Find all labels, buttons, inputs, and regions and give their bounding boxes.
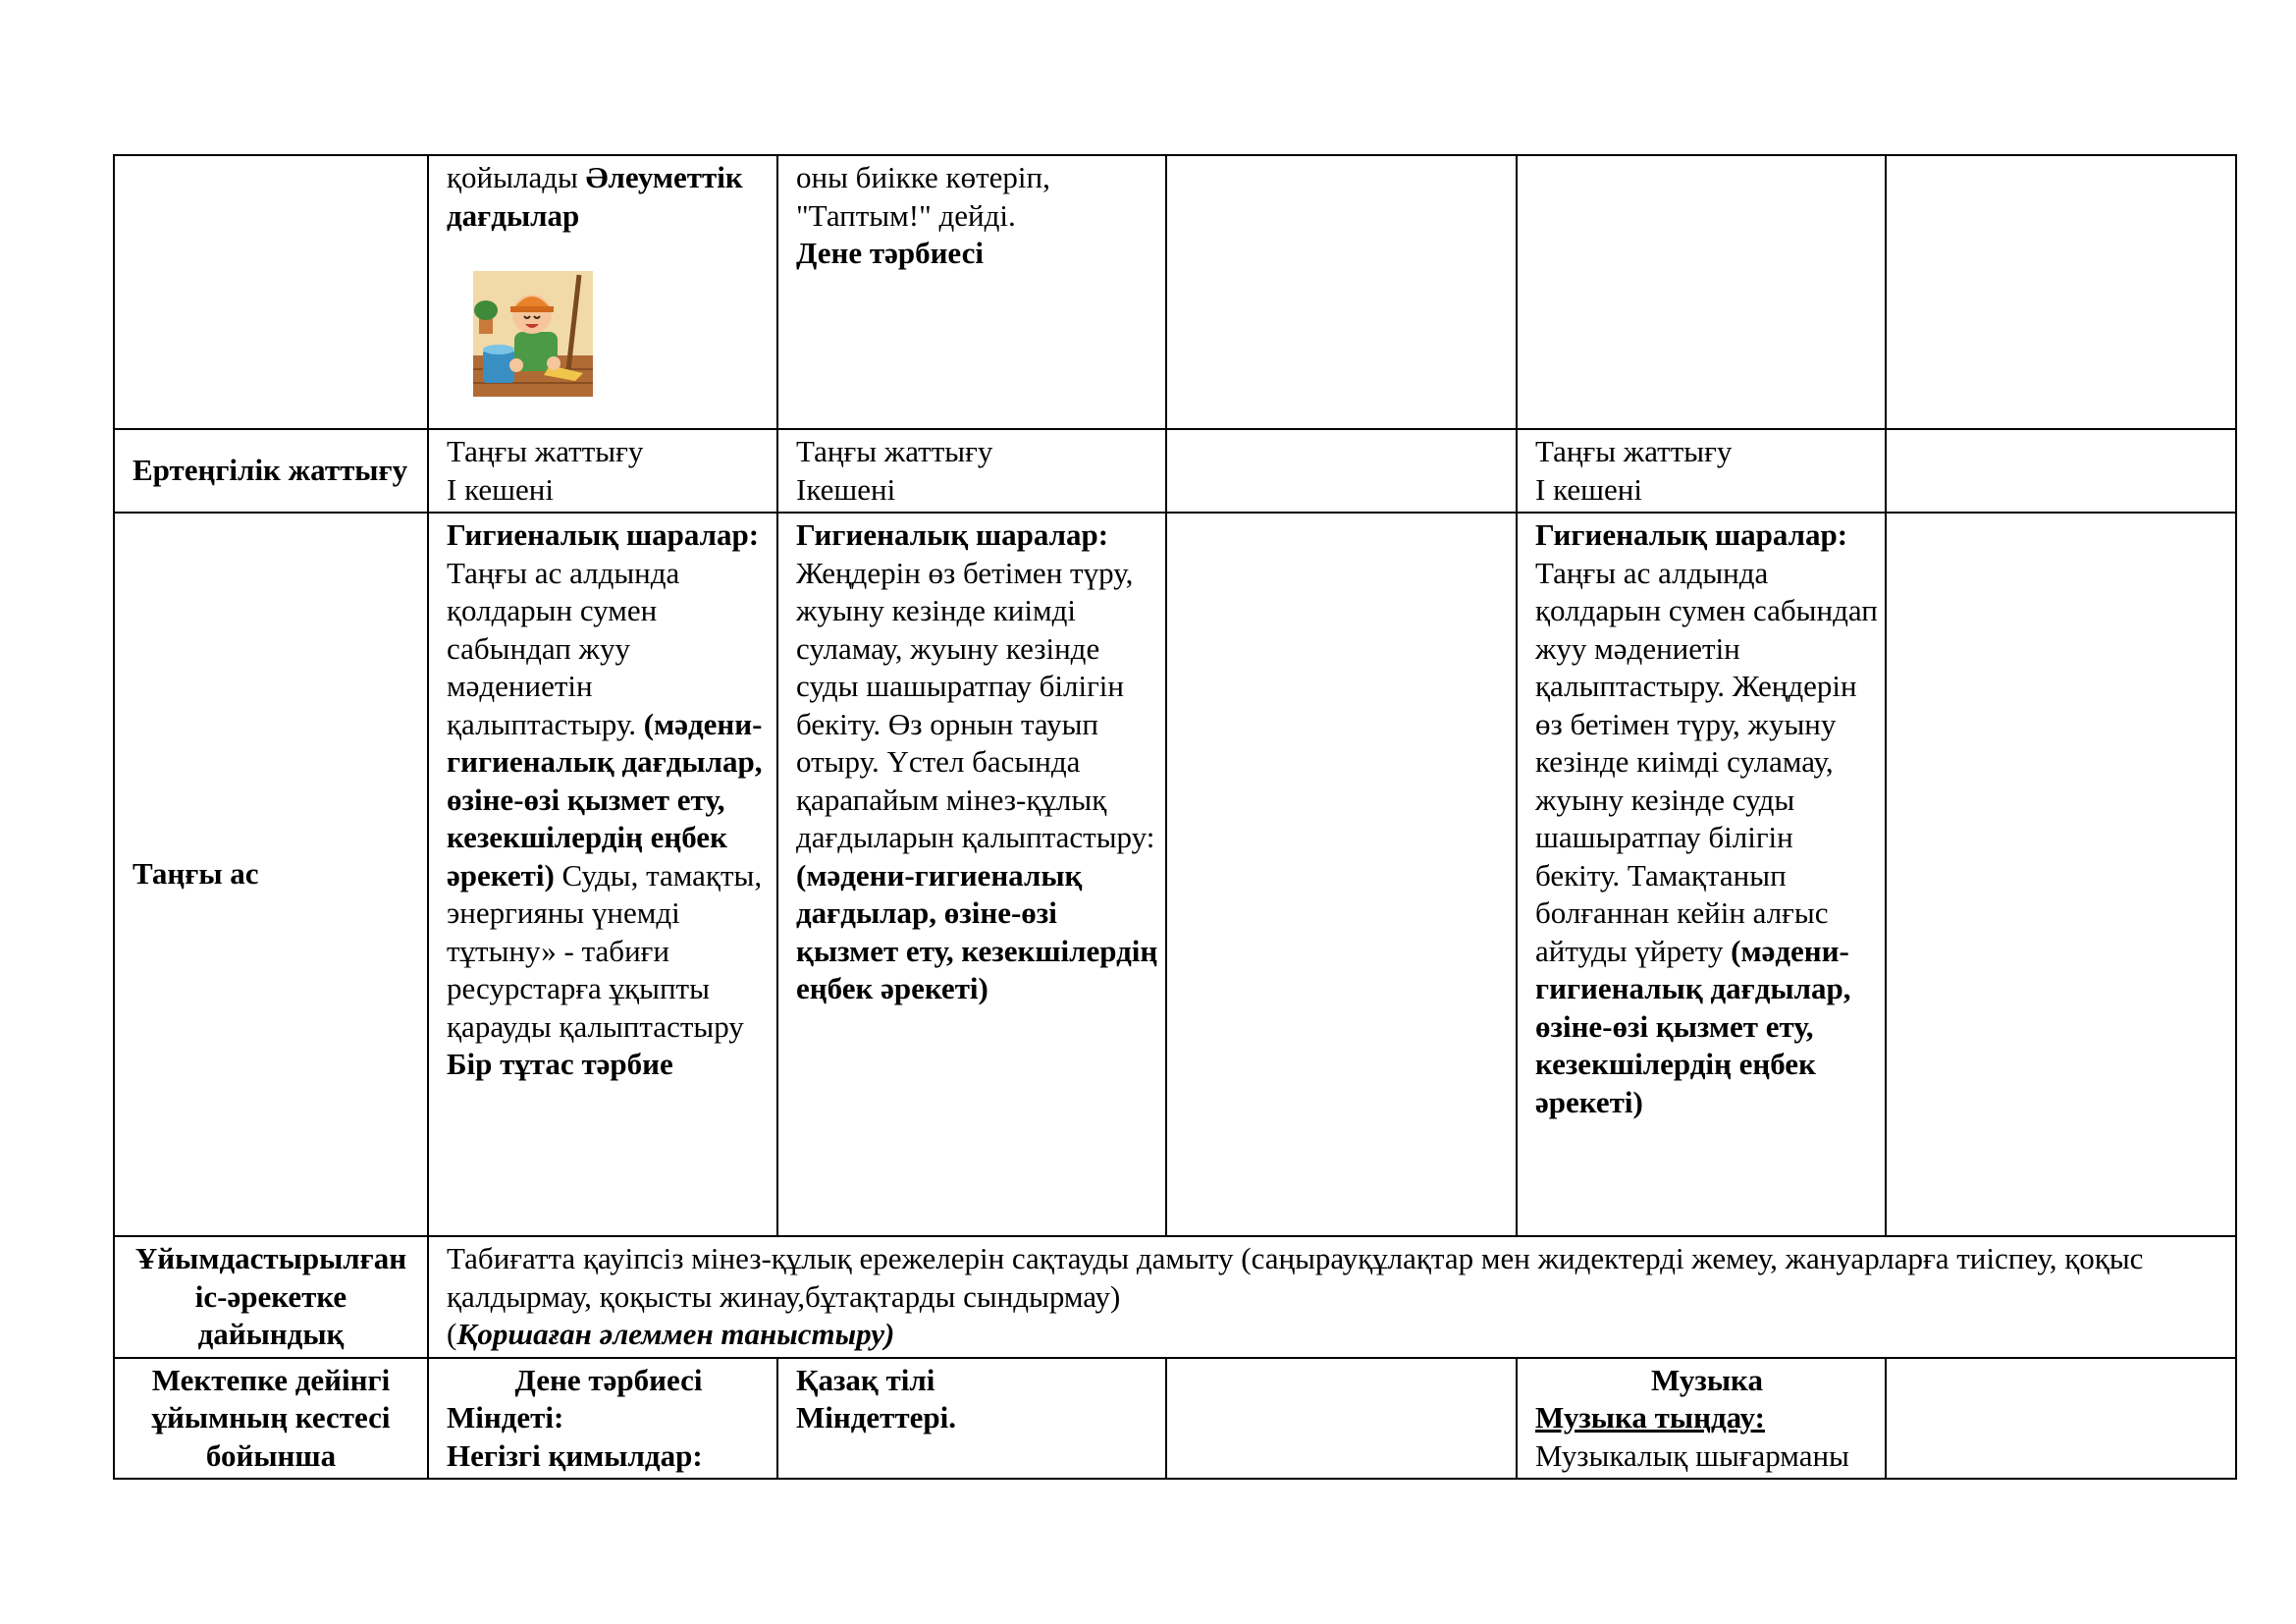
weekly-plan-table	[113, 154, 2237, 1480]
cell-heading: Қазақ тілі	[796, 1362, 935, 1397]
cell-friday-breakfast	[1886, 513, 2236, 1236]
cell-text-line: І кешені	[447, 471, 554, 507]
cell-monday-top	[428, 155, 777, 429]
child-cleaning-floor-icon	[473, 271, 593, 397]
cell-text: Таңғы ас алдында қолдарын сумен сабындап жуу мәдениетін қалыптастыру. Жеңдерін өз бетімен түру, жуыну кезінде киімді суламау, жуыну кезінде суды шашыратпау білігін бекіту. Тамақтанып болғаннан кейін алғыс айтуды үйрету	[1535, 555, 1878, 968]
row-schedule	[114, 1358, 2236, 1480]
cell-heading: Музыка	[1651, 1362, 1763, 1397]
cell-tuesday-schedule	[777, 1358, 1166, 1480]
cell-monday-schedule	[428, 1358, 777, 1480]
row-continuation	[114, 155, 2236, 429]
row-breakfast	[114, 513, 2236, 1236]
cell-text-line: "Таптым!" дейді.	[796, 197, 1016, 233]
cell-text-line: І кешені	[1535, 471, 1642, 507]
cell-subheading: Музыка тыңдау:	[1535, 1400, 1765, 1435]
cell-text-line: Ікешені	[796, 471, 896, 507]
cell-text: Жеңдерін өз бетімен түру, жуыну кезінде киімді суламау, жуыну кезінде суды шашыратпау білігін бекіту. Өз орнын тауып отыру. Үстел басында қарапайым мінез-құлық дағдыларын қалыптастыру:	[796, 555, 1155, 854]
cell-bold-text: (мәдени-гигиеналық дағдылар, өзіне-өзі қызмет ету, кезекшілердің еңбек әрекеті)	[447, 706, 763, 893]
cell-heading: Гигиеналық шаралар:	[796, 517, 1109, 552]
cell-heading: Гигиеналық шаралар:	[447, 517, 760, 552]
cell-thursday-top	[1517, 155, 1886, 429]
cell-text: Музыкалық шығарманы	[1535, 1437, 1849, 1473]
cell-text: Суды, тамақты, энергияны үнемді тұтыну» - табиғи ресурстарға ұқыпты қарауды қалыптастыру	[447, 857, 763, 1044]
cell-bold-text: Міндеттері.	[796, 1400, 956, 1435]
cell-tuesday-top	[777, 155, 1166, 429]
cell-tuesday-breakfast	[777, 513, 1166, 1236]
cell-bold-text: Міндеті:	[447, 1400, 564, 1435]
cell-bold-italic-text: Қоршаған әлеммен таныстыру)	[456, 1317, 895, 1351]
cell-text-line: Таңғы жаттығу	[1535, 434, 1733, 468]
cell-wednesday-breakfast	[1166, 513, 1517, 1236]
cell-friday-exercise	[1886, 429, 2236, 513]
cell-text: қойылады	[447, 160, 586, 194]
cell-thursday-exercise	[1517, 429, 1886, 513]
cell-bold-text: Әлеуметтік дағдылар	[447, 160, 743, 233]
cell-bold-text: Негізгі қимылдар:	[447, 1437, 703, 1473]
cell-text: Табиғатта қауіпсіз мінез-құлық ережелерін сақтауды дамыту (саңырауқұлақтар мен жидектерді жемеу, жануарларға тиіспеу, қоқыс қалдырмау, қоқысты жинау,бұтақтарды сындырмау)	[447, 1241, 2144, 1314]
cell-thursday-schedule	[1517, 1358, 1886, 1480]
cell-text-line: Таңғы жаттығу	[447, 434, 644, 468]
cell-text-line: Таңғы жаттығу	[796, 434, 993, 468]
cell-heading: Гигиеналық шаралар:	[1535, 517, 1848, 552]
cell-thursday-breakfast	[1517, 513, 1886, 1236]
cell-preparation-text	[428, 1236, 2236, 1358]
cell-text: (	[447, 1317, 457, 1351]
cell-monday-breakfast	[428, 513, 777, 1236]
cell-bold-text: Дене тәрбиесі	[796, 236, 984, 270]
cell-monday-exercise	[428, 429, 777, 513]
row-label: Ертеңгілік жаттығу	[114, 429, 428, 513]
cell-bold-text: (мәдени-гигиеналық дағдылар, өзіне-өзі қызмет ету, кезекшілердің еңбек әрекеті)	[1535, 933, 1851, 1119]
cell-text-line: оны биікке көтеріп,	[796, 160, 1050, 194]
cell-friday-schedule	[1886, 1358, 2236, 1480]
cell-heading: Дене тәрбиесі	[514, 1362, 703, 1397]
row-morning-exercise	[114, 429, 2236, 513]
cell-text: Таңғы ас алдында қолдарын сумен сабындап жуу мәдениетін қалыптастыру.	[447, 555, 680, 741]
cell-bold-text: (мәдени-гигиеналық дағдылар, өзіне-өзі қызмет ету, кезекшілердің еңбек әрекеті)	[796, 857, 1158, 1005]
row-preparation	[114, 1236, 2236, 1358]
cell-friday-top	[1886, 155, 2236, 429]
cell-wednesday-schedule	[1166, 1358, 1517, 1480]
row-label: Ұйымдастырылған іс-әрекетке дайындық	[114, 1236, 428, 1358]
cell-tuesday-exercise	[777, 429, 1166, 513]
row-label: Таңғы ас	[114, 513, 428, 1236]
cell-wednesday-exercise	[1166, 429, 1517, 513]
row-label-empty	[114, 155, 428, 429]
row-label: Мектепке дейінгі ұйымның кестесі бойынша	[114, 1358, 428, 1480]
cell-bold-text: Бір тұтас тәрбие	[447, 1047, 673, 1081]
cell-wednesday-top	[1166, 155, 1517, 429]
